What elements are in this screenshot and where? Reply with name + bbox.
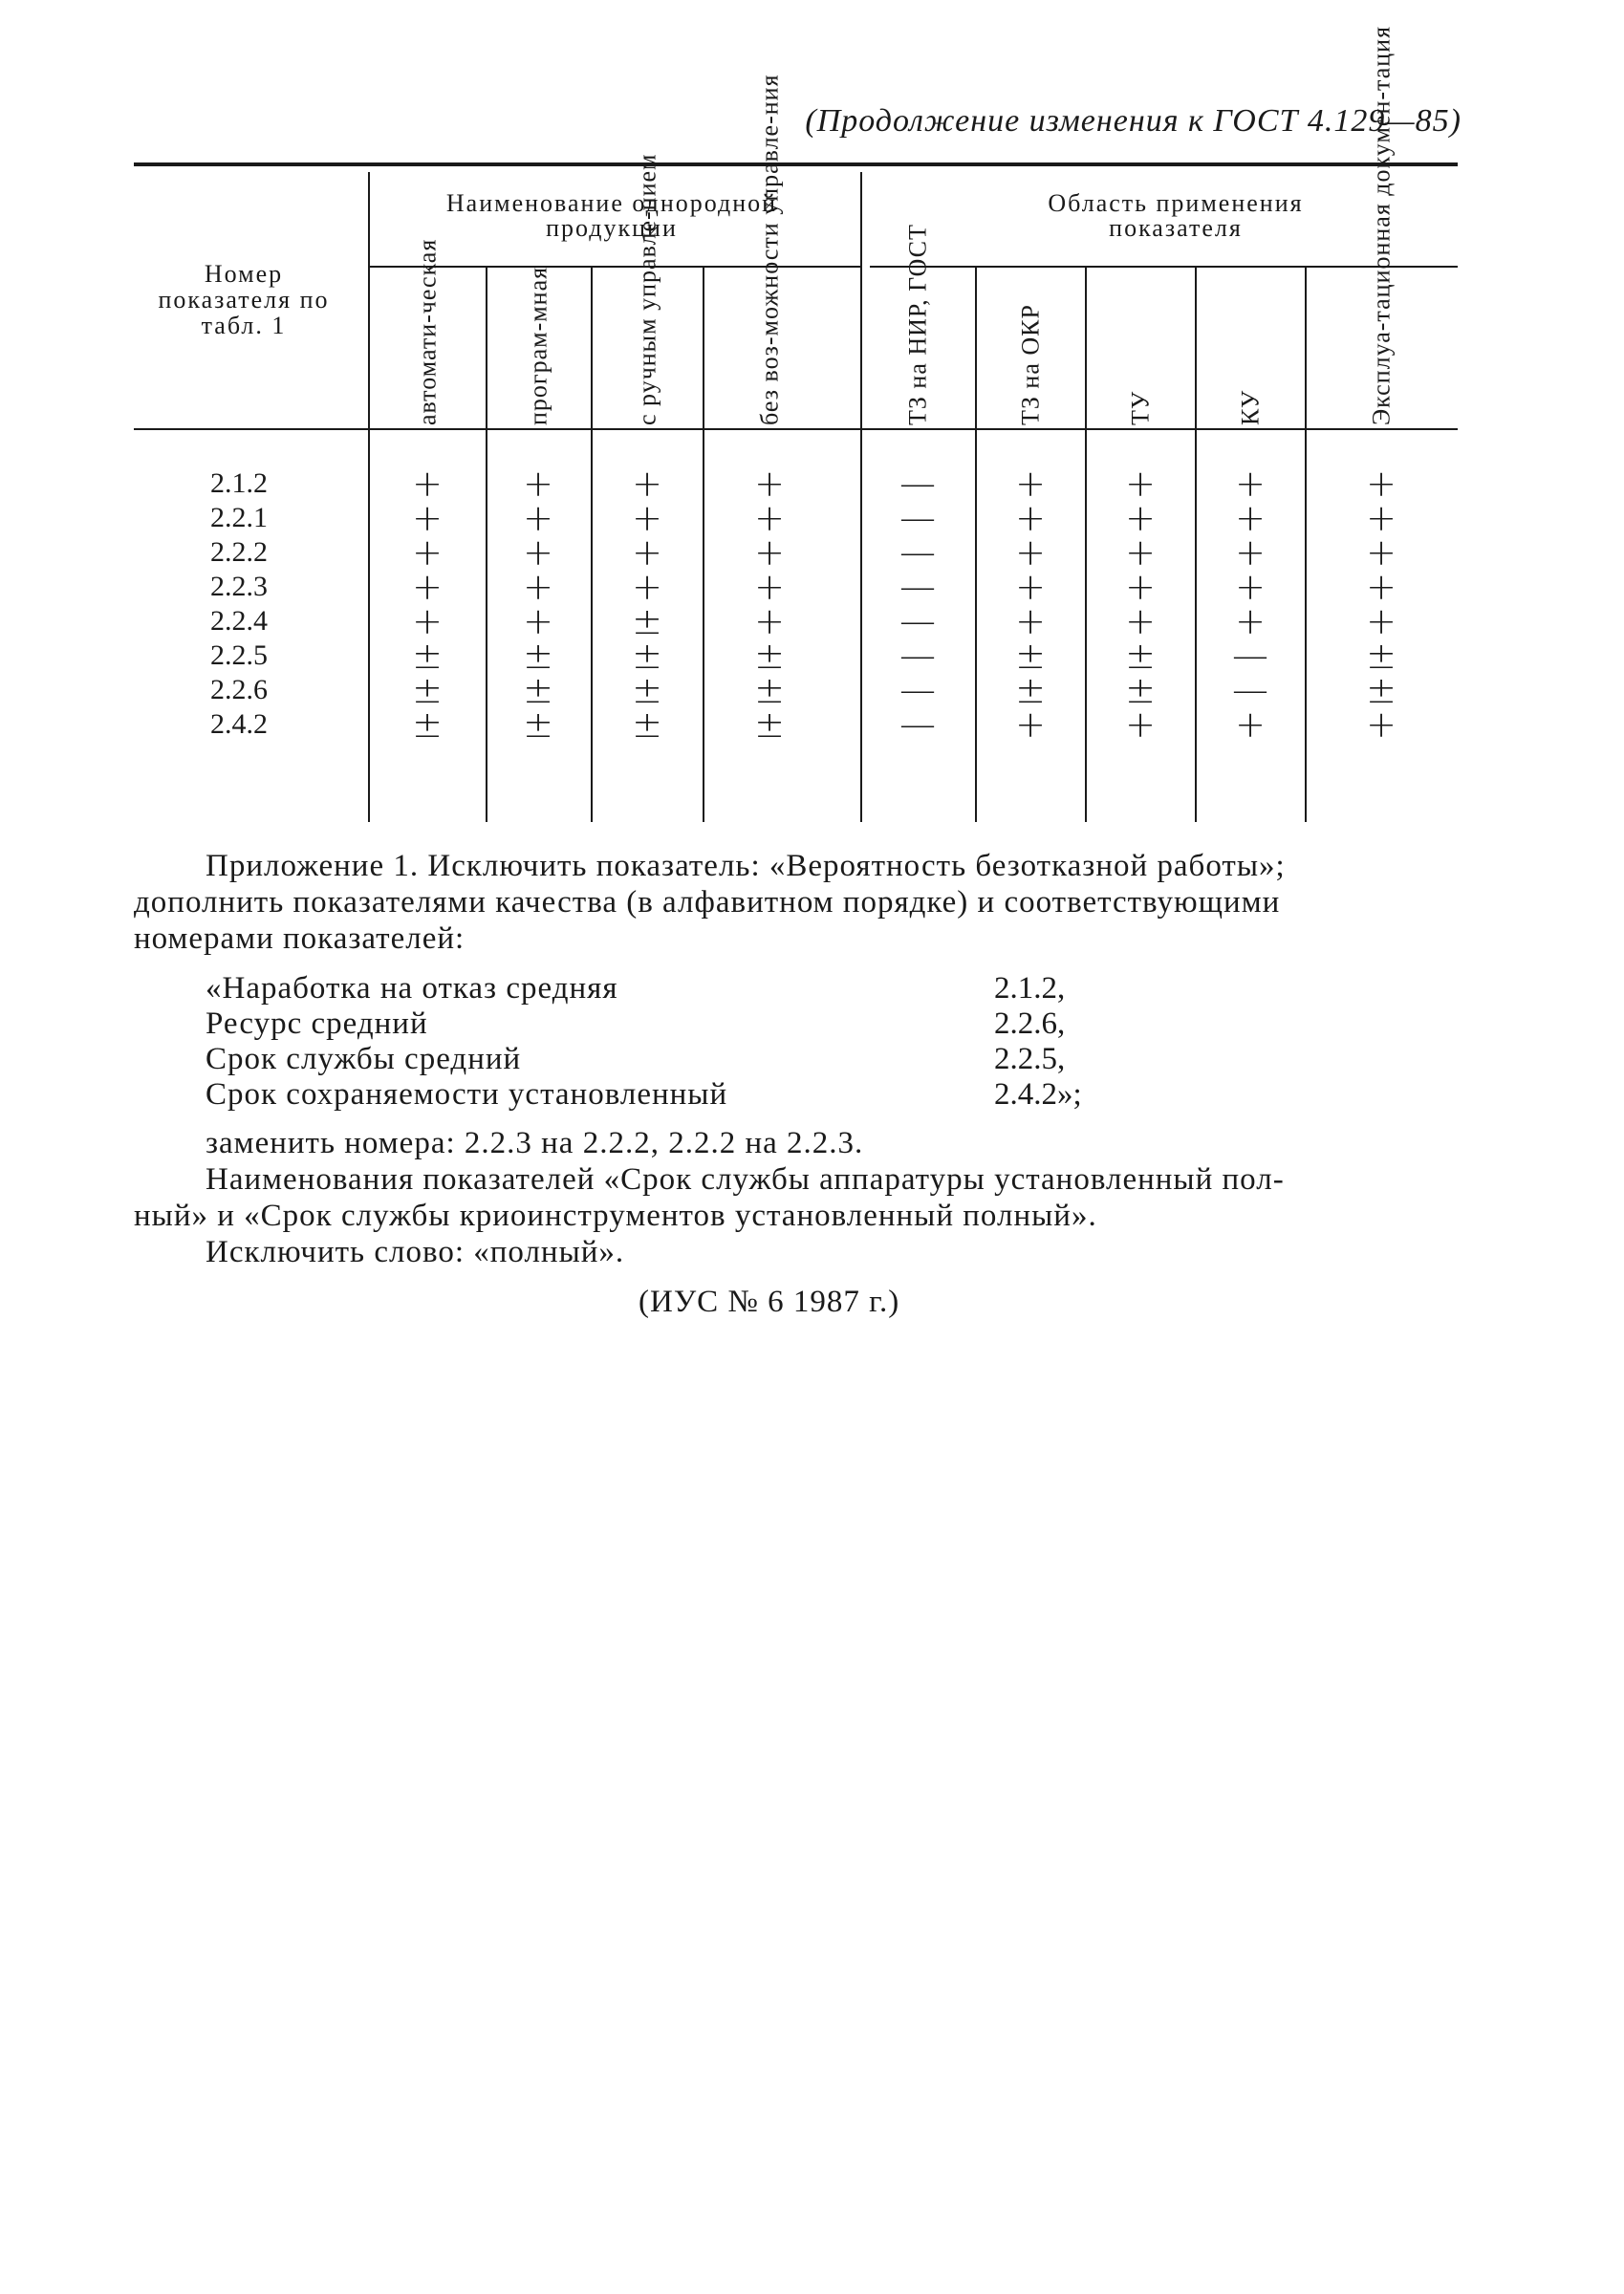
table-cell: + <box>1366 531 1397 574</box>
appendix-line: Приложение 1. Исключить показатель: «Вероятность безотказной работы»; <box>206 849 1286 883</box>
table-cell: + <box>754 463 785 505</box>
table-cell: + <box>1235 566 1266 608</box>
indicator-name: Срок сохраняемости установленный <box>206 1077 728 1112</box>
table-cell: + <box>412 566 443 608</box>
table-cell: + <box>1015 566 1046 608</box>
table-cell: ± <box>412 669 443 711</box>
table-cell: + <box>1015 703 1046 746</box>
table-cell: + <box>754 531 785 574</box>
table-vline <box>1305 268 1307 822</box>
table-cell: + <box>1015 600 1046 642</box>
table-vline <box>591 268 593 822</box>
table-cell: ± <box>523 703 553 746</box>
table-cell: ± <box>523 669 553 711</box>
table-cell: + <box>1366 566 1397 608</box>
table-cell: — <box>1232 635 1268 677</box>
row-number: 2.1.2 <box>210 467 268 499</box>
indicator-number: 2.1.2, <box>994 971 1066 1006</box>
table-cell: ± <box>412 635 443 677</box>
table-cell: — <box>899 703 936 746</box>
row-header-label: Номер показателя по табл. 1 <box>158 260 330 339</box>
group1-title: Наименование однородной продукции <box>445 189 778 242</box>
table-cell: + <box>1235 497 1266 539</box>
source-reference: (ИУС № 6 1987 г.) <box>639 1285 900 1319</box>
table-cell: + <box>1015 463 1046 505</box>
table-cell: — <box>899 669 936 711</box>
table-cell: ± <box>632 669 662 711</box>
table-cell: + <box>1125 703 1156 746</box>
table-cell: — <box>899 531 936 574</box>
row-number: 2.2.2 <box>210 536 268 568</box>
table-cell: ± <box>632 600 662 642</box>
indicator-number: 2.4.2»; <box>994 1077 1082 1112</box>
table-cell: + <box>1366 497 1397 539</box>
table-cell: ± <box>1015 635 1046 677</box>
table-cell: + <box>632 531 662 574</box>
table-cell: + <box>632 497 662 539</box>
table-cell: + <box>1015 497 1046 539</box>
table-vline <box>1195 268 1197 822</box>
row-number: 2.4.2 <box>210 708 268 740</box>
replace-numbers-line: заменить номера: 2.2.3 на 2.2.2, 2.2.2 на 2.2.3. <box>206 1126 864 1160</box>
indicator-name: «Наработка на отказ средняя <box>206 971 618 1006</box>
table-cell: + <box>1125 531 1156 574</box>
row-number: 2.2.1 <box>210 502 268 533</box>
table-cell: ± <box>523 635 553 677</box>
table-vline <box>1085 268 1087 822</box>
table-cell: ± <box>1125 635 1156 677</box>
page-header: (Продолжение изменения к ГОСТ 4.129—85) <box>805 103 1462 139</box>
table-cell: + <box>754 600 785 642</box>
table-cell: + <box>1235 600 1266 642</box>
table-cell: + <box>632 463 662 505</box>
table-cell: ± <box>754 669 785 711</box>
table-cell: + <box>1015 531 1046 574</box>
names-line: ный» и «Срок службы криоинструментов установленный полный». <box>134 1199 1097 1233</box>
table-cell: + <box>523 497 553 539</box>
table-cell: + <box>754 497 785 539</box>
table-cell: + <box>1235 463 1266 505</box>
table-cell: ± <box>1015 669 1046 711</box>
table-vline <box>975 268 977 822</box>
table-cell: — <box>899 463 936 505</box>
table-cell: + <box>1235 531 1266 574</box>
table-cell: + <box>412 531 443 574</box>
table-cell: + <box>523 531 553 574</box>
row-number: 2.2.4 <box>210 605 268 637</box>
table-cell: + <box>523 566 553 608</box>
table-cell: ± <box>1366 669 1397 711</box>
table-cell: + <box>412 600 443 642</box>
table-header-rule <box>134 428 1458 430</box>
table-cell: + <box>1125 600 1156 642</box>
appendix-line: номерами показателей: <box>134 921 466 956</box>
indicator-name: Ресурс средний <box>206 1006 428 1041</box>
table-cell: + <box>523 463 553 505</box>
table-cell: ± <box>1125 669 1156 711</box>
table-cell: ± <box>1366 635 1397 677</box>
table-cell: + <box>1366 703 1397 746</box>
table-cell: — <box>899 497 936 539</box>
appendix-line: дополнить показателями качества (в алфавитном порядке) и соответствующими <box>134 885 1281 920</box>
table-cell: + <box>1125 497 1156 539</box>
table-cell: ± <box>754 635 785 677</box>
table-cell: + <box>412 463 443 505</box>
table-cell: + <box>1235 703 1266 746</box>
table-vline <box>368 172 370 822</box>
table-cell: + <box>1125 463 1156 505</box>
table-cell: ± <box>754 703 785 746</box>
names-line: Наименования показателей «Срок службы аппаратуры установленный пол- <box>206 1162 1285 1197</box>
table-cell: + <box>523 600 553 642</box>
table-cell: ± <box>412 703 443 746</box>
row-number: 2.2.5 <box>210 639 268 671</box>
table-vline <box>703 268 704 822</box>
indicator-name: Срок службы средний <box>206 1042 522 1076</box>
table-cell: + <box>412 497 443 539</box>
table-cell: — <box>899 600 936 642</box>
table-vline <box>486 268 487 822</box>
indicator-number: 2.2.5, <box>994 1042 1066 1076</box>
table-cell: + <box>1366 600 1397 642</box>
table-cell: + <box>754 566 785 608</box>
table-cell: + <box>632 566 662 608</box>
group2-title: Область применения показателя <box>1048 189 1304 242</box>
row-number: 2.2.3 <box>210 571 268 602</box>
table-cell: — <box>899 566 936 608</box>
indicator-number: 2.2.6, <box>994 1006 1066 1041</box>
table-cell: + <box>1125 566 1156 608</box>
table-cell: ± <box>632 703 662 746</box>
table-cell: ± <box>632 635 662 677</box>
row-number: 2.2.6 <box>210 674 268 705</box>
exclude-line: Исключить слово: «полный». <box>206 1235 625 1269</box>
table-cell: + <box>1366 463 1397 505</box>
table-vline <box>860 172 862 822</box>
group1-underline <box>368 266 860 268</box>
table-cell: — <box>1232 669 1268 711</box>
table-top-rule <box>134 162 1458 166</box>
table-cell: — <box>899 635 936 677</box>
